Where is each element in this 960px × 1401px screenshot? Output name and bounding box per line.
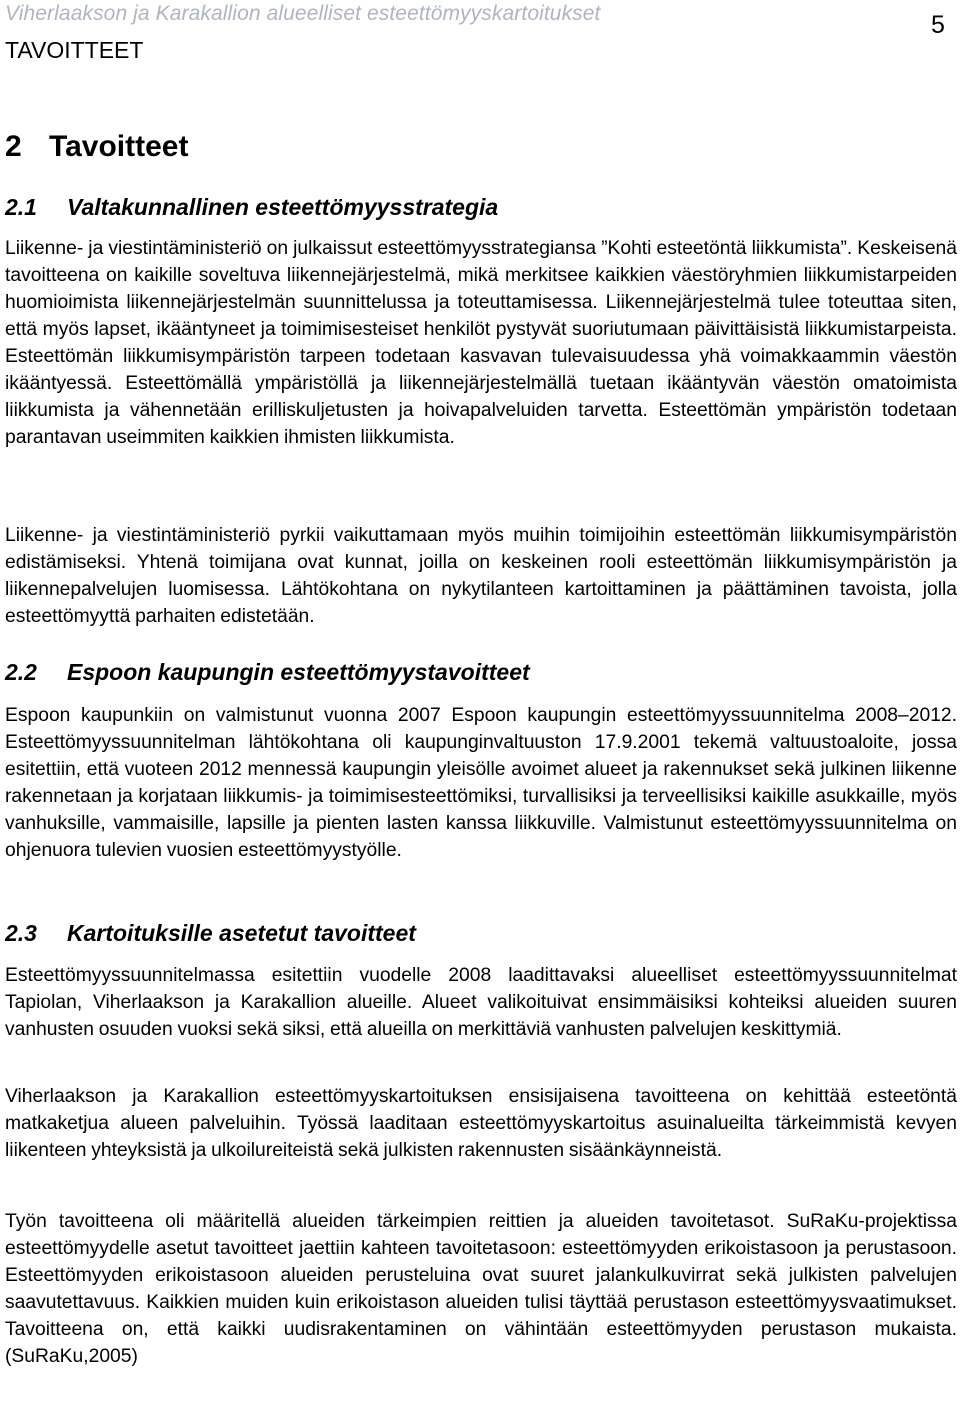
page-number: 5 (931, 11, 945, 39)
section-title: Espoon kaupungin esteettömyystavoitteet (67, 659, 530, 685)
paragraph: Liikenne- ja viestintäministeriö on julkaissut esteettömyysstrategiansa ”Kohti esteetöntä liikkumista”. Keskeisenä tavoitteena on kaikille soveltuva liikennejärjestelmä, mikä merkitsee kaikkien väestöryhmien liikkumistarpeiden huomioimista liikennejärjestelmän suunnittelussa ja toteuttamisessa. Liikennejärjestelmä tulee toteuttaa siten, että myös lapset, ikääntyneet ja toimimisesteiset henkilöt pystyvät suoriutumaan päivittäisistä liikkumistarpeista. Esteettömän liikkumisympäristön tarpeen todetaan kasvavan tulevaisuudessa yhä voimakkaammin väestön ikääntyessä. Esteettömällä ympäristöllä ja liikennejärjestelmällä tuetaan ikääntyvän väestön omatoimista liikkumista ja vähennetään erilliskuljetusten ja hoivapalveluiden tarvetta. Esteettömän ympäristön todetaan parantavan useimmiten kaikkien ihmisten liikkumista. (5, 238, 957, 448)
section-title: Valtakunnallinen esteettömyysstrategia (67, 194, 499, 220)
section-number: 2.1 (5, 194, 37, 220)
paragraph: Espoon kaupunkiin on valmistunut vuonna 2007 Espoon kaupungin esteettömyyssuunnitelma 2008–2012. Esteettömyyssuunnitelman lähtökohtana oli kaupunginvaltuuston 17.9.2001 tekemä valtuustoaloite, jossa esitettiin, että vuoteen 2012 mennessä kaupungin yleisölle avoimet alueet ja rakennukset sekä julkinen liikenne rakennetaan ja korjataan liikkumis- ja toimimisesteettömiksi, turvallisiksi ja terveellisiksi kaikille asukkaille, myös vanhuksille, vammaisille, lapsille ja pienten lasten kanssa liikkuville. Valmistunut esteettömyyssuunnitelma on ohjenuora tulevien vuosien esteettömyystyölle. (5, 705, 957, 861)
chapter-title: Tavoitteet (49, 130, 189, 163)
chapter-heading (5, 130, 188, 164)
section-number: 2.2 (5, 659, 37, 685)
paragraph: Esteettömyyssuunnitelmassa esitettiin vuodelle 2008 laadittavaksi alueelliset esteettömyyssuunnitelmat Tapiolan, Viherlaakson ja Karakallion alueille. Alueet valikoituivat ensimmäisiksi kohteiksi alueiden suuren vanhusten osuuden vuoksi sekä siksi, että alueilla on merkittäviä vanhusten palvelujen keskittymiä. (5, 965, 957, 1040)
paragraph: Työn tavoitteena oli määritellä alueiden tärkeimpien reittien ja alueiden tavoitetasot. SuRaKu-projektissa esteettömyydelle asetut tavoitteet jaettiin kahteen tavoitetasoon: esteettömyyden erikoistasoon ja perustasoon. Esteettömyyden erikoistasoon alueiden perusteluina ovat suuret jalankulkuvirrat sekä julkisten palvelujen saavutettavuus. Kaikkien muiden kuin erikoistason alueiden tulisi täyttää perustason esteettömyysvaatimukset. Tavoitteena on, että kaikki uudisrakentaminen on vähintään esteettömyyden perustason mukaista. (SuRaKu,2005) (5, 1211, 957, 1367)
paragraph: Viherlaakson ja Karakallion esteettömyyskartoituksen ensisijaisena tavoitteena on kehittää esteetöntä matkaketjua alueen palveluihin. Työssä laaditaan esteettömyyskartoitus asuinalueilta tärkeimmistä kevyen liikenteen yhteyksistä ja ulkoilureiteistä sekä julkisten rakennusten sisäänkäynneistä. (5, 1086, 957, 1161)
section-heading-2-3 (5, 920, 416, 947)
section-heading-2-2 (5, 659, 530, 686)
section-number: 2.3 (5, 920, 37, 946)
section-title: Kartoituksille asetetut tavoitteet (67, 920, 416, 946)
running-title: Viherlaakson ja Karakallion alueelliset esteettömyyskartoitukset (5, 2, 601, 25)
paragraph: Liikenne- ja viestintäministeriö pyrkii vaikuttamaan myös muihin toimijoihin esteettömän liikkumisympäristön edistämiseksi. Yhtenä toimijana ovat kunnat, joilla on keskeinen rooli esteettömän liikkumisympäristön ja liikennepalvelujen luomisessa. Lähtökohtana on nykytilanteen kartoittaminen ja päättäminen tavoista, jolla esteettömyyttä parhaiten edistetään. (5, 525, 957, 627)
section-label: TAVOITTEET (5, 37, 144, 63)
chapter-number: 2 (5, 130, 22, 163)
section-heading-2-1 (5, 194, 498, 221)
